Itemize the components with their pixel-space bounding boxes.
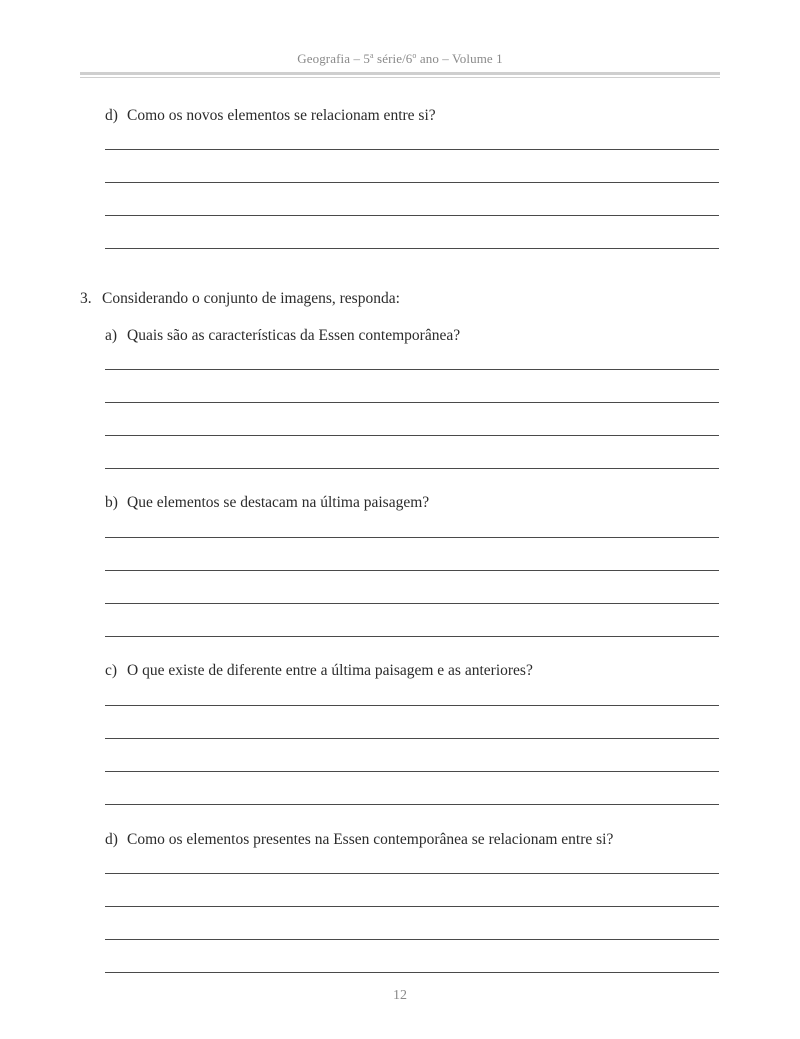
answer-line[interactable] bbox=[105, 972, 719, 973]
answer-line[interactable] bbox=[105, 636, 719, 637]
question-2d bbox=[105, 107, 436, 125]
answer-line[interactable] bbox=[105, 873, 719, 874]
question-text: Considerando o conjunto de imagens, responda: bbox=[102, 290, 400, 307]
answer-line[interactable] bbox=[105, 215, 719, 216]
answer-line[interactable] bbox=[105, 248, 719, 249]
answer-line[interactable] bbox=[105, 537, 719, 538]
answer-line[interactable] bbox=[105, 906, 719, 907]
question-3 bbox=[80, 290, 400, 308]
answer-line[interactable] bbox=[105, 705, 719, 706]
question-marker: d) bbox=[105, 107, 118, 124]
answer-line[interactable] bbox=[105, 570, 719, 571]
answer-line[interactable] bbox=[105, 402, 719, 403]
question-marker: d) bbox=[105, 831, 118, 848]
question-3a bbox=[105, 327, 460, 345]
question-3b bbox=[105, 494, 429, 512]
question-marker: b) bbox=[105, 494, 118, 511]
running-header: Geografia – 5$^a$ série/6$^o$ ano – Volume 1 bbox=[297, 51, 503, 66]
question-text: Quais são as características da Essen contemporânea? bbox=[127, 327, 461, 344]
header-rule bbox=[80, 72, 720, 75]
question-text: Como os elementos presentes na Essen contemporânea se relacionam entre si? bbox=[127, 831, 614, 848]
question-text: Que elementos se destacam na última paisagem? bbox=[127, 494, 430, 511]
answer-line[interactable] bbox=[105, 149, 719, 150]
answer-line[interactable] bbox=[105, 182, 719, 183]
page-number: 12 bbox=[393, 988, 407, 1003]
answer-line[interactable] bbox=[105, 369, 719, 370]
answer-line[interactable] bbox=[105, 804, 719, 805]
answer-line[interactable] bbox=[105, 468, 719, 469]
answer-line[interactable] bbox=[105, 435, 719, 436]
question-3d bbox=[105, 831, 613, 849]
question-text: Como os novos elementos se relacionam entre si? bbox=[127, 107, 436, 124]
question-3c bbox=[105, 662, 533, 680]
header-rule-thin bbox=[80, 77, 720, 78]
question-marker: a) bbox=[105, 327, 118, 344]
question-text: O que existe de diferente entre a última paisagem e as anteriores? bbox=[127, 662, 533, 679]
question-marker: c) bbox=[105, 662, 118, 679]
answer-line[interactable] bbox=[105, 738, 719, 739]
answer-line[interactable] bbox=[105, 771, 719, 772]
answer-line[interactable] bbox=[105, 603, 719, 604]
answer-line[interactable] bbox=[105, 939, 719, 940]
question-marker: 3. bbox=[80, 290, 92, 307]
